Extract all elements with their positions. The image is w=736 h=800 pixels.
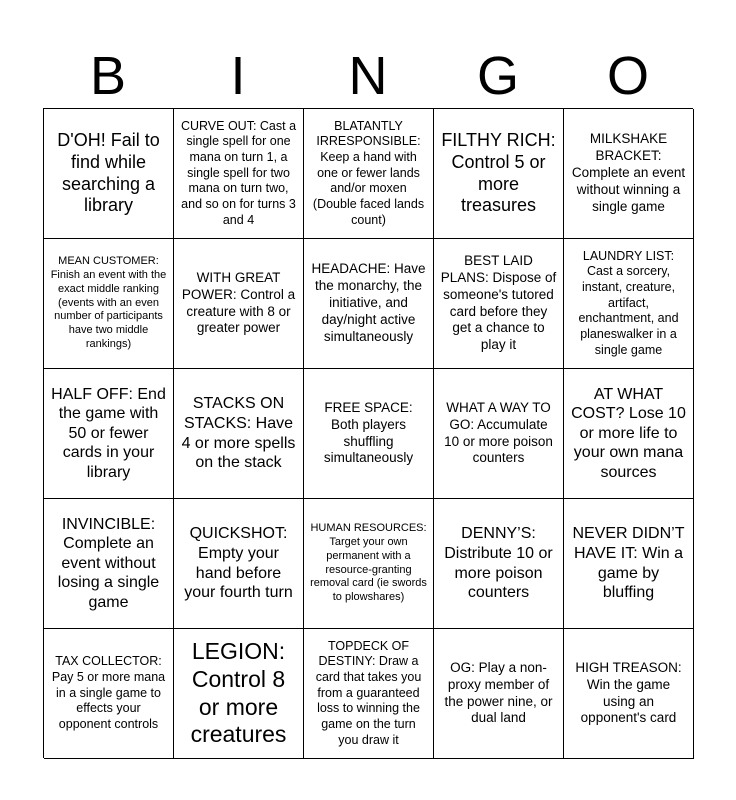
bingo-cell-r4c2[interactable] [174, 499, 304, 629]
bingo-board [43, 108, 693, 758]
bingo-cell-r4c3[interactable] [304, 499, 434, 629]
bingo-cell-r2c3[interactable] [304, 239, 434, 369]
cell-text: TAX COLLECTOR: Pay 5 or more mana in a single game to effects your opponent controls [51, 654, 166, 731]
cell-text: WHAT A WAY TO GO: Accumulate 10 or more poison counters [444, 399, 553, 466]
cell-text: STACKS ON STACKS: Have 4 or more spells on the stack [181, 395, 296, 472]
bingo-cell-r3c2[interactable] [174, 369, 304, 499]
cell-text: MEAN CUSTOMER: Finish an event with the exact middle ranking (events with an even number of participants have two middle rankings) [50, 255, 167, 350]
header-letter-b: B [89, 46, 127, 106]
bingo-cell-r2c1[interactable] [44, 239, 174, 369]
bingo-cell-r2c5[interactable] [564, 239, 694, 369]
bingo-cell-r5c2[interactable] [174, 629, 304, 759]
bingo-cell-r2c2[interactable] [174, 239, 304, 369]
cell-text: DENNY’S: Distribute 10 or more poison counters [444, 525, 553, 602]
bingo-header [43, 44, 693, 108]
cell-text: HIGH TREASON: Win the game using an opponent's card [575, 659, 682, 726]
cell-text: HEADACHE: Have the monarchy, the initiative, and day/night active simultaneously [311, 261, 426, 344]
cell-text: INVINCIBLE: Complete an event without losing a single game [57, 515, 160, 611]
bingo-cell-r1c2[interactable] [174, 109, 304, 239]
bingo-cell-r4c5[interactable] [564, 499, 694, 629]
cell-text: FREE SPACE: Both players shuffling simultaneously [323, 399, 414, 466]
bingo-cell-r1c4[interactable] [434, 109, 564, 239]
bingo-cell-r1c5[interactable] [564, 109, 694, 239]
cell-text: NEVER DIDN’T HAVE IT: Win a game by bluffing [572, 525, 685, 602]
cell-text: MILKSHAKE BRACKET: Complete an event without winning a single game [571, 131, 686, 214]
cell-text: HUMAN RESOURCES: Target your own permanent with a resource-granting removal card (ie swords to plowshares) [310, 522, 427, 603]
bingo-cell-r4c4[interactable] [434, 499, 564, 629]
cell-text: AT WHAT COST? Lose 10 or more life to your own mana sources [571, 385, 686, 481]
header-letter-o: O [606, 46, 649, 106]
cell-text: D'OH! Fail to find while searching a library [57, 130, 160, 216]
bingo-cell-r1c1[interactable] [44, 109, 174, 239]
bingo-cell-r3c4[interactable] [434, 369, 564, 499]
cell-text: CURVE OUT: Cast a single spell for one mana on turn 1, a single spell for two mana on turn two, and so on for turns 3 and 4 [180, 118, 297, 227]
header-letter-g: G [476, 46, 519, 106]
cell-text: WITH GREAT POWER: Control a creature with 8 or greater power [181, 269, 296, 336]
cell-text: LEGION: Control 8 or more creatures [190, 638, 287, 748]
bingo-cell-r5c3[interactable] [304, 629, 434, 759]
cell-text: HALF OFF: End the game with 50 or fewer cards in your library [51, 385, 166, 481]
cell-text: TOPDECK OF DESTINY: Draw a card that takes you from a guaranteed loss to winning the game on the turn you draw it [315, 638, 422, 747]
cell-text: LAUNDRY LIST: Cast a sorcery, instant, creature, artifact, enchantment, and planeswalker in a single game [578, 248, 679, 357]
bingo-cell-r1c3[interactable] [304, 109, 434, 239]
header-letter-n: N [348, 46, 388, 106]
bingo-cell-r3c5[interactable] [564, 369, 694, 499]
cell-text: BEST LAID PLANS: Dispose of someone's tutored card before they get a chance to play it [440, 252, 557, 353]
cell-text: OG: Play a non-proxy member of the power nine, or dual land [444, 659, 553, 726]
bingo-cell-r3c3[interactable] [304, 369, 434, 499]
cell-text: BLATANTLY IRRESPONSIBLE: Keep a hand with one or fewer lands and/or moxen (Double faced lands count) [312, 118, 425, 227]
bingo-cell-r4c1[interactable] [44, 499, 174, 629]
bingo-cell-r2c4[interactable] [434, 239, 564, 369]
bingo-cell-r5c1[interactable] [44, 629, 174, 759]
bingo-cell-r3c1[interactable] [44, 369, 174, 499]
bingo-cell-r5c5[interactable] [564, 629, 694, 759]
cell-text: FILTHY RICH: Control 5 or more treasures [441, 130, 556, 216]
cell-text: QUICKSHOT: Empty your hand before your fourth turn [184, 525, 293, 602]
header-letter-i: I [230, 46, 246, 106]
bingo-cell-r5c4[interactable] [434, 629, 564, 759]
